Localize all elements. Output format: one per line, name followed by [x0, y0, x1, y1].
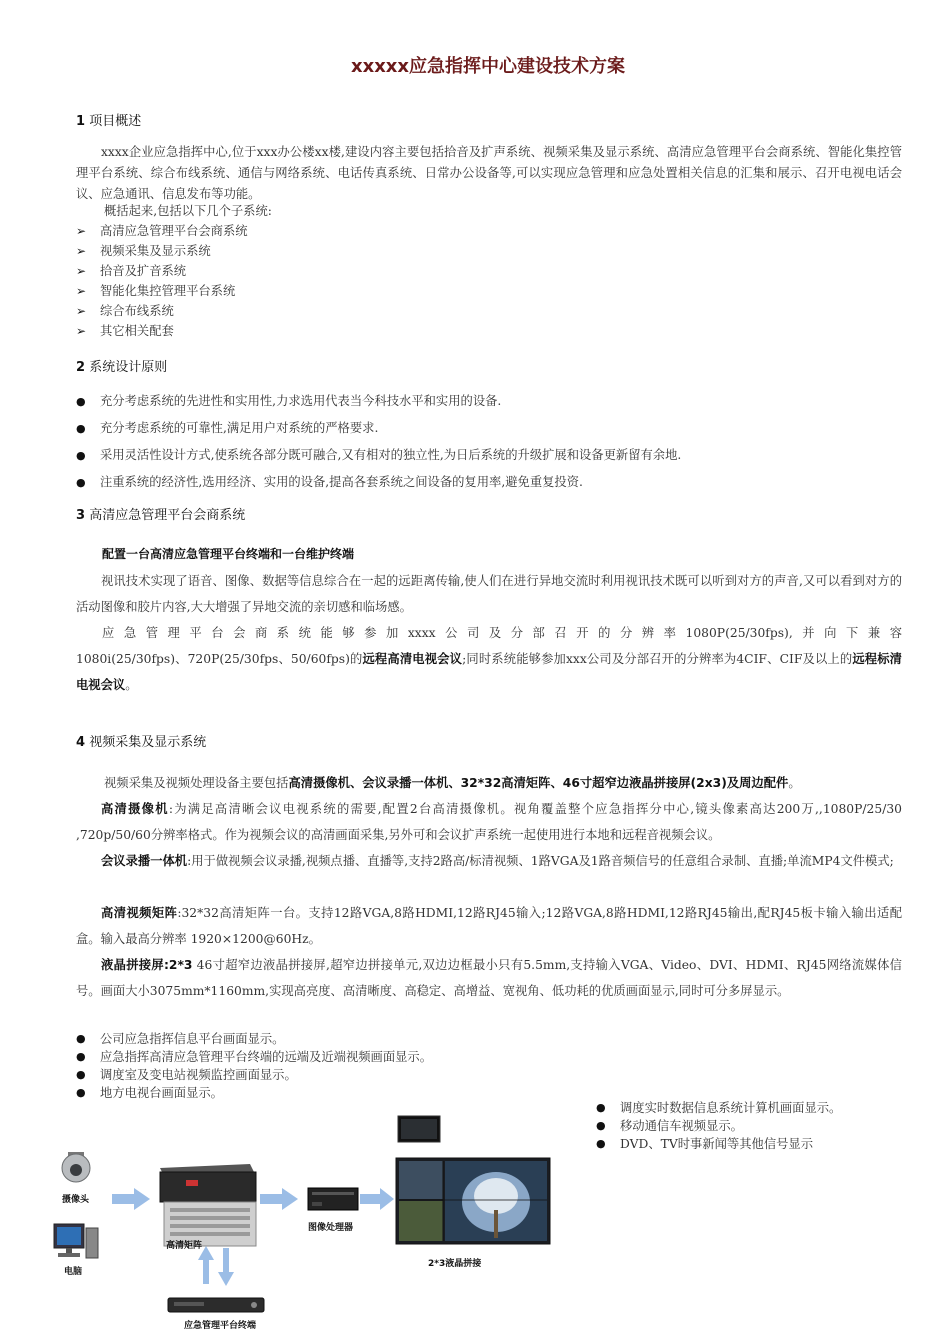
list-item: ● 地方电视台画面显示。 [76, 1084, 432, 1102]
terminal-icon [168, 1298, 264, 1312]
section-3-subheading: 配置一台高清应急管理平台终端和一台维护终端 [102, 547, 355, 561]
list-item: ● 注重系统的经济性,选用经济、实用的设备,提高各套系统之间设备的复用率,避免重复投资. [76, 469, 902, 496]
list-item: ● 采用灵活性设计方式,使系统各部分既可融合,又有相对的独立性,为日后系统的升级扩展和设备更新留有余地. [76, 442, 902, 469]
processor-label: 图像处理器 [308, 1223, 354, 1233]
recorder-paragraph: 会议录播一体机:用于做视频会议录播,视频点播、直播等,支持2路高/标清视频、1路VGA及1路音频信号的任意组合录制、直播;单流MP4文件模式; [101, 854, 894, 868]
computer-icon [54, 1224, 98, 1258]
section-4-intro: 视频采集及视频处理设备主要包括高清摄像机、会议录播一体机、32*32高清矩阵、46寸超窄边液晶拼接屏(2x3)及周边配件。 [104, 776, 801, 790]
display-list-right [596, 1099, 841, 1153]
section-4-heading: 4 视频采集及显示系统 [76, 735, 207, 750]
matrix-paragraph: 高清视频矩阵:32*32高清矩阵一台。支持12路VGA,8路HDMI,12路RJ45输入;12路VGA,8路HDMI,12路RJ45输出,配RJ45板卡输入输出适配盒。输入最高分辨率 1920×1200@60Hz。 [76, 906, 902, 946]
camera-icon [62, 1152, 90, 1182]
list-item: ● 应急指挥高清应急管理平台终端的远端及近端视频画面显示。 [76, 1048, 432, 1066]
camera-label: 摄像头 [62, 1195, 90, 1205]
bidirectional-arrows-icon [198, 1246, 234, 1286]
list-item: ● 充分考虑系统的先进性和实用性,力求选用代表当今科技水平和实用的设备. [76, 388, 902, 415]
section-3-paragraph-2-line-1: 应急管理平台会商系统能够参加xxxx公司及分部召开的分辨率1080P(25/30fps),并向下兼容 [102, 626, 902, 640]
video-wall-label: 2*3液晶拼接 [428, 1259, 482, 1269]
section-1-paragraph: xxxx企业应急指挥中心,位于xxx办公楼xx楼,建设内容主要包括拾音及扩声系统、视频采集及显示系统、高清应急管理平台会商系统、智能化集控管理平台系统、综合布线系统、通信与网络系统、电话传真系统、日常办公设备等,可以实现应急管理和应急处置相关信息的汇集和展示、召开电视电话会议、应急通讯、信息发布等功能。 [76, 145, 902, 201]
list-item: ● DVD、TV时事新闻等其他信号显示 [596, 1135, 841, 1153]
subsystem-list [76, 221, 248, 341]
list-item: ➢ 高清应急管理平台会商系统 [76, 221, 248, 241]
section-1-heading: 1 项目概述 [76, 114, 142, 129]
list-item: ➢ 综合布线系统 [76, 301, 248, 321]
section-3-heading: 3 高清应急管理平台会商系统 [76, 508, 246, 523]
matrix-label: 高清矩阵 [166, 1241, 203, 1251]
computer-label: 电脑 [64, 1267, 83, 1277]
arrow-right-icon [360, 1188, 394, 1210]
arrow-right-icon [112, 1188, 150, 1210]
section-3-paragraph-2: 1080i(25/30fps)、720P(25/30fps、50/60fps)的远程高清电视会议;同时系统能够参加xxx公司及分部召开的分辨率为4CIF、CIF及以上的远程标清电视会议。 [76, 652, 902, 692]
list-item: ➢ 智能化集控管理平台系统 [76, 281, 248, 301]
section-1-summary: 概括起来,包括以下几个子系统: [104, 204, 272, 218]
arrow-right-icon [260, 1188, 298, 1210]
terminal-label: 应急管理平台终端 [184, 1321, 257, 1331]
matrix-icon [160, 1164, 256, 1246]
document-title: xxxxx应急指挥中心建设技术方案 [350, 56, 626, 77]
lcd-panel-icon [398, 1116, 440, 1142]
section-3-paragraph-1: 视讯技术实现了语音、图像、数据等信息综合在一起的远距离传输,使人们在进行异地交流时利用视讯技术既可以听到对方的声音,又可以看到对方的活动图像和胶片内容,大大增强了异地交流的亲切感和临场感。 [76, 574, 902, 614]
design-principles-list [76, 388, 902, 496]
list-item: ➢ 拾音及扩音系统 [76, 261, 248, 281]
camera-paragraph: 高清摄像机:为满足高清晰会议电视系统的需要,配置2台高清摄像机。视角覆盖整个应急指挥分中心,镜头像素高达200万,,1080P/25/30 ,720p/50/60分辨率格式。作为视频会议的高清画面采集,另外可和会议扩声系统一起使用进行本地和远程音视频会议。 [76, 802, 902, 842]
list-item: ➢ 其它相关配套 [76, 321, 248, 341]
section-2-heading: 2 系统设计原则 [76, 360, 168, 375]
list-item: ● 调度室及变电站视频监控画面显示。 [76, 1066, 432, 1084]
list-item: ● 充分考虑系统的可靠性,满足用户对系统的严格要求. [76, 415, 902, 442]
image-processor-icon [308, 1188, 358, 1210]
list-item: ● 公司应急指挥信息平台画面显示。 [76, 1030, 432, 1048]
list-item: ➢ 视频采集及显示系统 [76, 241, 248, 261]
list-item: ● 移动通信车视频显示。 [596, 1117, 841, 1135]
display-list-left [76, 1030, 432, 1102]
lcd-paragraph: 液晶拼接屏:2*3 46寸超窄边液晶拼接屏,超窄边拼接单元,双边边框最小只有5.5mm,支持输入VGA、Video、DVI、HDMI、RJ45网络流媒体信号。画面大小3075mm*1160mm,实现高亮度、高清晰度、高稳定、高增益、宽视角、低功耗的优质画面显示,同时可分多屏显示。 [76, 958, 902, 998]
list-item: ● 调度实时数据信息系统计算机画面显示。 [596, 1099, 841, 1117]
video-wall-icon [396, 1158, 550, 1244]
system-diagram [40, 1110, 580, 1342]
